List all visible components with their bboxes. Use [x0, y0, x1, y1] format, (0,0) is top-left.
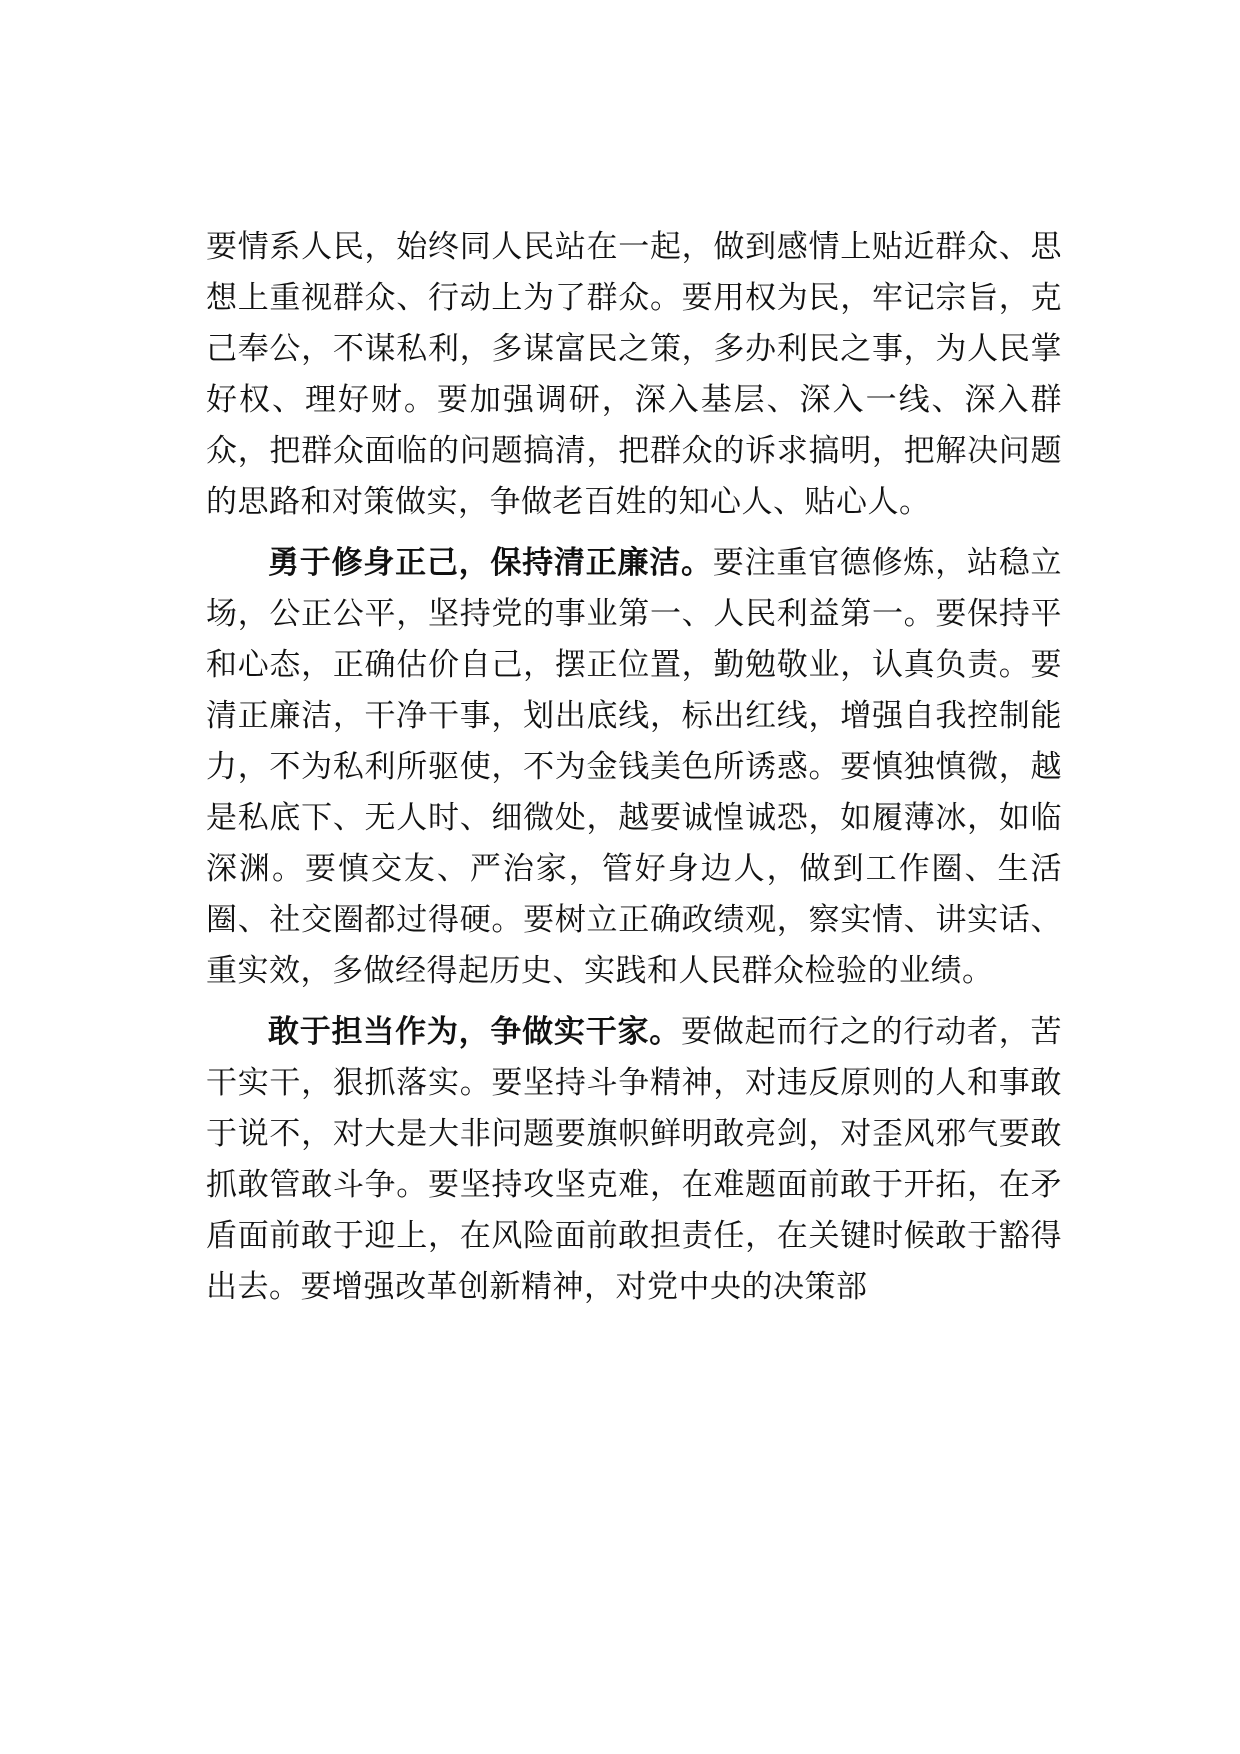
paragraph-3-lead: 敢于担当作为，争做实干家。	[268, 1014, 682, 1050]
paragraph-1	[206, 222, 1062, 528]
paragraph-2-body: 要注重官德修炼，站稳立场，公正公平，坚持党的事业第一、人民利益第一。要保持平和心态，正确估价自己，摆正位置，勤勉敬业，认真负责。要清正廉洁，干净干事，划出底线，标出红线，增强自我控制能力，不为私利所驱使，不为金钱美色所诱惑。要慎独慎微，越是私底下、无人时、细微处，越要诚惶诚恐，如履薄冰，如临深渊。要慎交友、严治家，管好身边人，做到工作圈、生活圈、社交圈都过得硬。要树立正确政绩观，察实情、讲实话、重实效，多做经得起历史、实践和人民群众检验的业绩。	[206, 545, 1063, 989]
paragraph-2-lead: 勇于修身正己，保持清正廉洁。	[268, 545, 713, 581]
paragraph-2	[206, 538, 1062, 997]
paragraph-3	[206, 1007, 1062, 1313]
document-body	[206, 222, 1062, 1313]
paragraph-3-body: 要做起而行之的行动者，苦干实干，狠抓落实。要坚持斗争精神，对违反原则的人和事敢于说不，对大是大非问题要旗帜鲜明敢亮剑，对歪风邪气要敢抓敢管敢斗争。要坚持攻坚克难，在难题面前敢于开拓，在矛盾面前敢于迎上，在风险面前敢担责任，在关键时候敢于豁得出去。要增强改革创新精神，对党中央的决策部	[206, 1014, 1063, 1305]
paragraph-1-body: 要情系人民，始终同人民站在一起，做到感情上贴近群众、思想上重视群众、行动上为了群众。要用权为民，牢记宗旨，克己奉公，不谋私利，多谋富民之策，多办利民之事，为人民掌好权、理好财。要加强调研，深入基层、深入一线、深入群众，把群众面临的问题搞清，把群众的诉求搞明，把解决问题的思路和对策做实，争做老百姓的知心人、贴心人。	[206, 229, 1062, 520]
